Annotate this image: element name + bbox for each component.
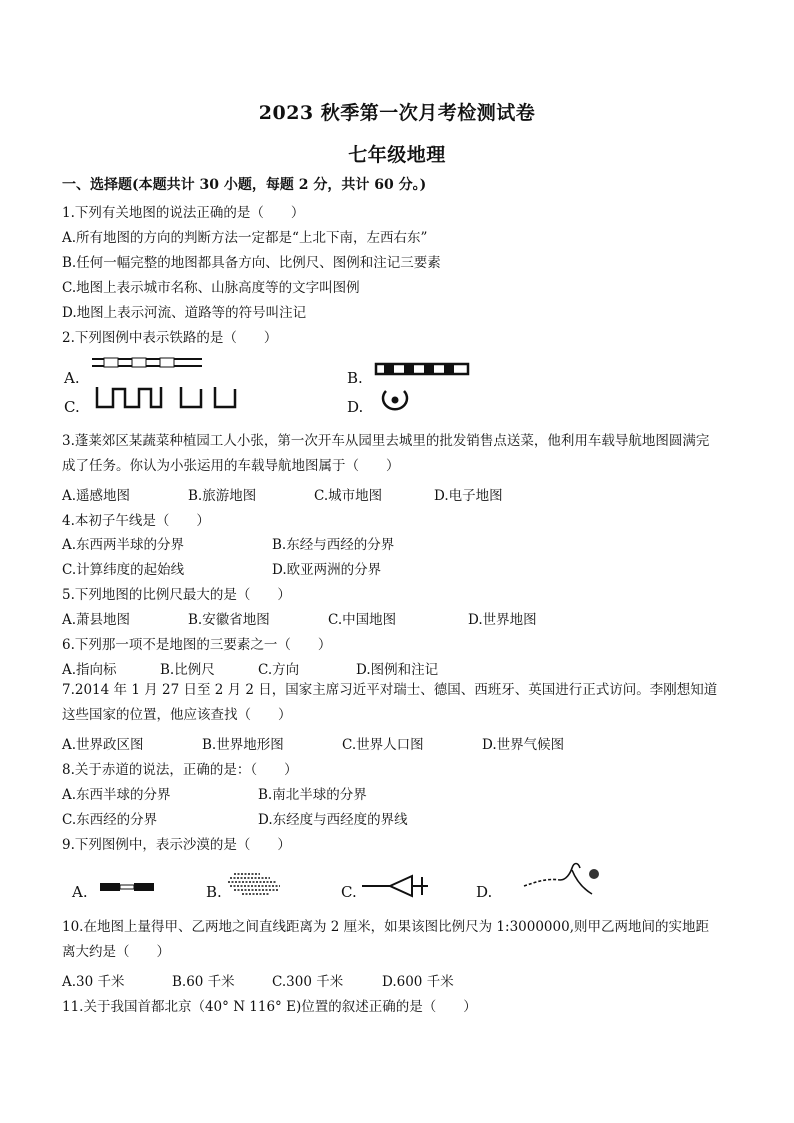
option-b[interactable]: B.世界地形图 bbox=[202, 737, 284, 753]
option-d[interactable]: D.图例和注记 bbox=[356, 662, 439, 678]
option-a[interactable]: A.萧县地图 bbox=[62, 612, 131, 628]
option-a[interactable]: A.东西半球的分界 bbox=[62, 787, 171, 803]
option-d[interactable]: D.600 千米 bbox=[382, 974, 454, 990]
option-b[interactable]: B.比例尺 bbox=[160, 662, 215, 678]
option-c[interactable]: C.中国地图 bbox=[328, 612, 397, 628]
section-heading: 一、选择题(本题共计 30 小题，每题 2 分，共计 60 分。) bbox=[62, 177, 427, 193]
figure-option-c[interactable]: C. bbox=[64, 398, 80, 416]
railway-symbol-icon bbox=[92, 356, 204, 370]
option-c[interactable]: C.方向 bbox=[258, 662, 300, 678]
figure-option-b[interactable]: B. bbox=[206, 883, 222, 901]
question-stem: 9.下列图例中，表示沙漠的是（ ） bbox=[62, 837, 291, 853]
option-c[interactable]: C.城市地图 bbox=[314, 488, 383, 504]
question-stem: 10.在地图上量得甲、乙两地之间直线距离为 2 厘米，如果该图比例尺为 1:3000000,则甲乙两地间的实地距离大约是（ ） bbox=[62, 919, 709, 960]
figure-option-d[interactable]: D. bbox=[347, 398, 364, 416]
option-d[interactable]: D.地图上表示河流、道路等的符号叫注记 bbox=[62, 305, 307, 321]
option-a[interactable]: A.所有地图的方向的判断方法一定都是“上北下南，左西右东” bbox=[62, 230, 428, 246]
option-c[interactable]: C.计算纬度的起始线 bbox=[62, 562, 185, 578]
figure-option-d[interactable]: D. bbox=[476, 883, 493, 901]
option-a[interactable]: A.世界政区图 bbox=[62, 737, 144, 753]
option-a[interactable]: A.遥感地图 bbox=[62, 488, 131, 504]
figure-option-a[interactable]: A. bbox=[72, 883, 88, 901]
river-lake-icon bbox=[522, 860, 612, 900]
option-d[interactable]: D.东经度与西经度的界线 bbox=[258, 812, 408, 828]
option-c[interactable]: C.东西经的分界 bbox=[62, 812, 158, 828]
option-d[interactable]: D.电子地图 bbox=[434, 488, 503, 504]
question-stem: 4.本初子午线是（ ） bbox=[62, 513, 210, 529]
option-a[interactable]: A.30 千米 bbox=[62, 974, 125, 990]
option-d[interactable]: D.欧亚两洲的分界 bbox=[272, 562, 382, 578]
question-stem: 5.下列地图的比例尺最大的是（ ） bbox=[62, 587, 291, 603]
figure-option-c[interactable]: C. bbox=[341, 883, 357, 901]
boundary-symbol-icon bbox=[95, 385, 240, 411]
question-stem: 1.下列有关地图的说法正确的是（ ） bbox=[62, 205, 305, 221]
question-stem: 2.下列图例中表示铁路的是（ ） bbox=[62, 330, 278, 346]
figure-option-b[interactable]: B. bbox=[347, 369, 363, 387]
exam-title: 2023 秋季第一次月考检测试卷 bbox=[258, 102, 536, 124]
exam-subtitle: 七年级地理 bbox=[348, 144, 446, 166]
option-b[interactable]: B.60 千米 bbox=[172, 974, 235, 990]
option-c[interactable]: C.世界人口图 bbox=[342, 737, 424, 753]
option-a[interactable]: A.指向标 bbox=[62, 662, 117, 678]
wall-symbol-icon bbox=[374, 361, 470, 377]
option-c[interactable]: C.300 千米 bbox=[272, 974, 344, 990]
figure-option-a[interactable]: A. bbox=[64, 369, 80, 387]
option-b[interactable]: B.东经与西经的分界 bbox=[272, 537, 395, 553]
option-b[interactable]: B.安徽省地图 bbox=[188, 612, 270, 628]
question-stem: 3.蓬莱郊区某蔬菜种植园工人小张，第一次开车从园里去城里的批发销售点送菜，他利用车载导航地图圆满完成了任务。你认为小张运用的车载导航地图属于（ ） bbox=[62, 433, 710, 474]
arrow-symbol-icon bbox=[362, 873, 430, 899]
option-d[interactable]: D.世界地图 bbox=[468, 612, 537, 628]
wall-segment-icon bbox=[100, 881, 156, 895]
question-stem: 7.2014 年 1 月 27 日至 2 月 2 日，国家主席习近平对瑞士、德国、西班牙、英国进行正式访问。李刚想知道这些国家的位置，他应该查找（ ） bbox=[62, 682, 718, 723]
question-stem: 6.下列那一项不是地图的三要素之一（ ） bbox=[62, 637, 332, 653]
option-d[interactable]: D.世界气候图 bbox=[482, 737, 565, 753]
option-b[interactable]: B.旅游地图 bbox=[188, 488, 257, 504]
capital-symbol-icon bbox=[378, 387, 412, 413]
option-c[interactable]: C.地图上表示城市名称、山脉高度等的文字叫图例 bbox=[62, 280, 360, 296]
option-b[interactable]: B.任何一幅完整的地图都具备方向、比例尺、图例和注记三要素 bbox=[62, 255, 441, 271]
question-stem: 8.关于赤道的说法，正确的是：（ ） bbox=[62, 762, 298, 778]
option-b[interactable]: B.南北半球的分界 bbox=[258, 787, 367, 803]
desert-dots-icon bbox=[226, 872, 284, 896]
option-a[interactable]: A.东西两半球的分界 bbox=[62, 537, 185, 553]
question-stem: 11.关于我国首都北京（40° N 116° E)位置的叙述正确的是（ ） bbox=[62, 999, 477, 1015]
